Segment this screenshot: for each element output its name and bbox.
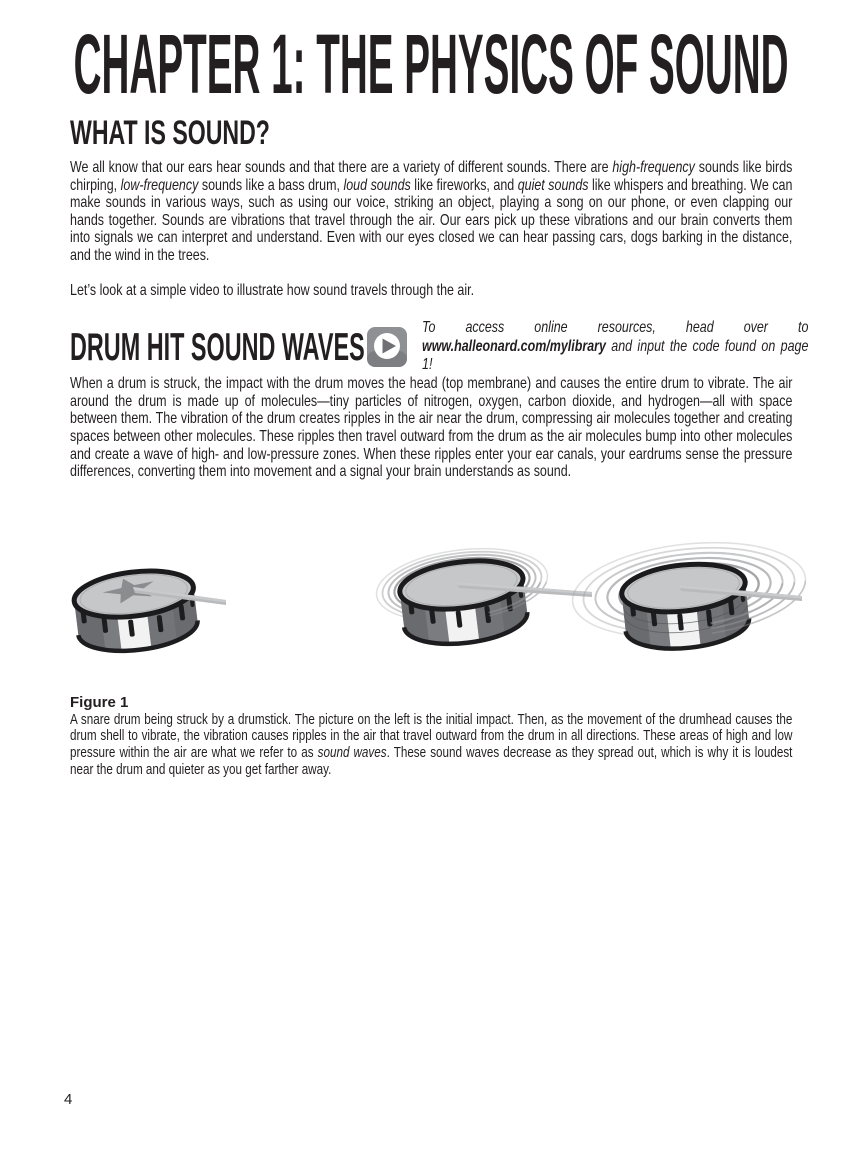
chapter-title-wrap [70,17,792,111]
section-heading-drum-hit-sound-waves: DRUM HIT SOUND WAVES [70,325,365,369]
figure1-illustrations [70,538,792,690]
video-play-icon[interactable] [366,326,408,368]
section-what-is-sound [70,116,792,152]
section-heading-what-is-sound: WHAT IS SOUND? [70,114,270,152]
video-prompt-wrap [70,282,792,300]
figure-label: Figure 1 [70,693,129,711]
snare-drum-initial-impact-illustration [60,554,232,666]
online-resources-note-wrap [422,319,808,375]
snare-drum-large-ripples-illustration [567,538,827,668]
chapter-title: CHAPTER 1: THE PHYSICS OF SOUND [73,17,789,111]
video-prompt-line: Let’s look at a simple video to illustrate how sound travels through the air. [70,281,475,299]
online-resources-note: To access online resources, head over to www.halleonard.com/mylibrary and input the code found on page 1! [422,319,809,374]
intro-paragraph-wrap [70,159,792,265]
page-content [70,0,809,778]
section-drum-hit [70,325,365,369]
figure-caption: A snare drum being struck by a drumstick. The picture on the left is the initial impact. Then, as the movement of the drumhead causes the drum shell to vibrate, the vibration causes ripples in the air that travel outward from the drum in all directions. These areas of high and low pressure within the air are what we refer to as sound waves. These sound waves decrease as they spread out, which is why it is loudest near the drum and quieter as you get farther away. [70,711,793,778]
drum-paragraph: When a drum is struck, the impact with the drum moves the head (top membrane) and causes the entire drum to vibrate. The air around the drum is made up of molecules—tiny particles of nitrogen, oxygen, carbon dioxide, and hydrogen—all with space between them. The vibration of the drum creates ripples in the air near the drum, compressing air molecules together and creating spaces between other molecules. These ripples then travel outward from the drum as the air molecules bump into other molecules and create a wave of high- and low-pressure zones. When these ripples enter your ear canals, your eardrums sense the pressure differences, converting them into movement and a signal your brain understands as sound. [70,375,793,481]
drum-paragraph-wrap [70,375,792,481]
intro-paragraph: We all know that our ears hear sounds and that there are a variety of different sounds. There are high-frequency sounds like birds chirping, low-frequency sounds like a bass drum, loud sounds like fireworks, and quiet sounds like whispers and breathing. We can make sounds in various ways, such as using our voice, striking an object, playing a song on our phone, or even clapping our hands together. Sounds are vibrations that travel through the air. Our ears pick up these vibrations and our brain converts them into signals we can interpret and understand. Even with our eyes closed we can hear passing cars, dogs barking in the distance, and the wind in the trees. [70,159,793,264]
page-number: 4 [64,1091,73,1108]
drum-hit-header-row [70,319,809,374]
figure-caption-wrap [70,712,792,778]
